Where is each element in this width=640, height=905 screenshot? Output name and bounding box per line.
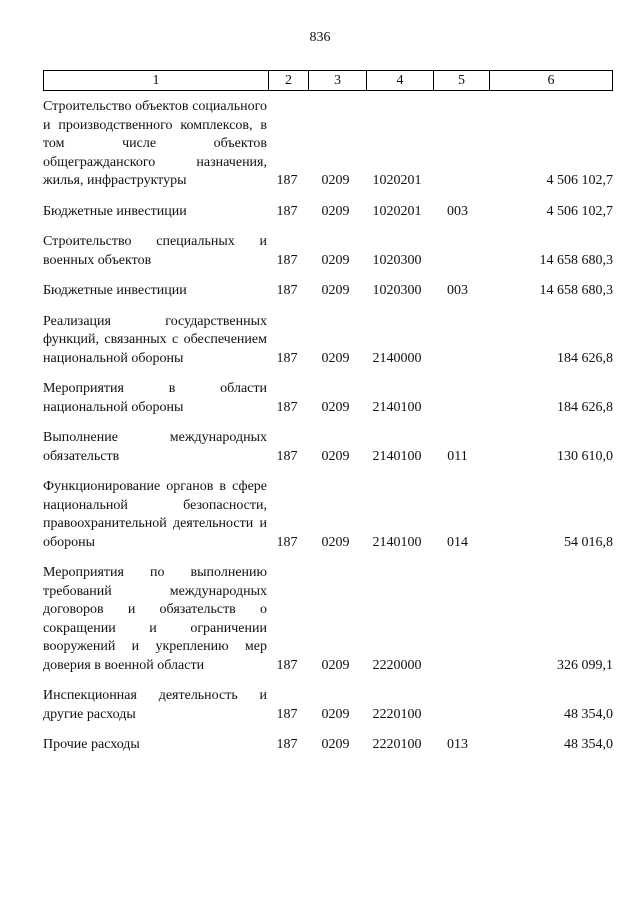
row-code-section: 0209 — [321, 252, 350, 268]
row-description: Мероприятия в области национальной обороны — [43, 381, 267, 415]
table-row — [43, 380, 613, 429]
row-code-expense-type: 011 — [447, 448, 468, 464]
row-code-ministry: 187 — [276, 737, 298, 752]
row-code-target: 2140100 — [372, 399, 422, 415]
row-code-section: 0209 — [321, 737, 350, 752]
row-code-section: 0209 — [321, 283, 350, 298]
row-description: Мероприятия по выполнению требований международных договоров и обязательств о сокращении и ограничении вооружений и укреплению мер доверия в военной области — [43, 565, 267, 673]
row-amount: 48 354,0 — [564, 737, 613, 752]
row-code-target: 1020300 — [372, 283, 422, 298]
row-code-expense-type: 013 — [447, 737, 468, 752]
row-code-ministry: 187 — [276, 399, 298, 415]
row-amount: 14 658 680,3 — [539, 252, 613, 268]
row-code-target: 2220100 — [372, 737, 422, 752]
row-amount: 14 658 680,3 — [539, 283, 613, 298]
column-header-6: 6 — [490, 71, 613, 91]
row-description: Инспекционная деятельность и другие расходы — [43, 688, 267, 722]
page-number: 836 — [309, 30, 331, 45]
row-code-expense-type — [430, 313, 485, 381]
row-code-ministry: 187 — [276, 173, 298, 188]
row-code-section: 0209 — [321, 173, 350, 188]
column-header-table — [43, 70, 613, 91]
row-code-expense-type: 003 — [447, 203, 468, 219]
table-row — [43, 564, 613, 687]
row-description: Строительство объектов социального и производственного комплексов, в том числе объектов общегражданского назначения, жилья, инфраструктуры — [43, 99, 267, 188]
row-code-target: 2220100 — [372, 706, 422, 722]
row-code-expense-type: 014 — [447, 534, 468, 550]
row-description: Функционирование органов в сфере национальной безопасности, правоохранительной деятельности и обороны — [43, 479, 267, 550]
row-code-section: 0209 — [321, 657, 350, 673]
table-row — [43, 282, 613, 313]
row-code-ministry: 187 — [276, 350, 298, 366]
table-row — [43, 687, 613, 736]
row-code-target: 1020201 — [372, 173, 422, 188]
row-code-ministry: 187 — [276, 448, 298, 464]
column-header-1: 1 — [44, 71, 269, 91]
row-amount: 4 506 102,7 — [546, 173, 613, 188]
row-code-ministry: 187 — [276, 283, 298, 298]
row-description: Реализация государственных функций, связанных с обеспечением национальной обороны — [43, 313, 267, 366]
row-code-expense-type — [430, 233, 485, 282]
budget-table-body — [43, 98, 613, 767]
row-description: Бюджетные инвестиции — [43, 283, 187, 298]
row-code-target: 2140100 — [372, 448, 422, 464]
column-header-3: 3 — [309, 71, 367, 91]
row-code-section: 0209 — [321, 399, 350, 415]
row-code-ministry: 187 — [276, 203, 298, 219]
row-description: Бюджетные инвестиции — [43, 203, 187, 219]
row-code-section: 0209 — [321, 203, 350, 219]
table-row — [43, 313, 613, 381]
row-code-target: 2220000 — [372, 657, 422, 673]
table-row — [43, 98, 613, 203]
row-code-ministry: 187 — [276, 657, 298, 673]
row-description: Выполнение международных обязательств — [43, 430, 267, 464]
row-code-target: 2140000 — [372, 350, 422, 366]
row-code-target: 1020300 — [372, 252, 422, 268]
column-header-2: 2 — [269, 71, 309, 91]
table-row — [43, 233, 613, 282]
row-code-section: 0209 — [321, 534, 350, 550]
budget-table — [43, 98, 613, 767]
row-code-ministry: 187 — [276, 706, 298, 722]
row-amount: 54 016,8 — [564, 534, 613, 550]
row-code-expense-type — [430, 564, 485, 687]
column-header-row — [44, 71, 613, 91]
column-header-4: 4 — [367, 71, 434, 91]
row-description: Строительство специальных и военных объектов — [43, 234, 267, 268]
row-amount: 184 626,8 — [557, 350, 613, 366]
row-code-section: 0209 — [321, 706, 350, 722]
table-row — [43, 203, 613, 234]
row-description: Прочие расходы — [43, 737, 140, 752]
row-code-target: 1020201 — [372, 203, 422, 219]
row-amount: 184 626,8 — [557, 399, 613, 415]
row-code-section: 0209 — [321, 350, 350, 366]
row-code-expense-type: 003 — [447, 283, 468, 298]
table-row — [43, 736, 613, 767]
row-amount: 326 099,1 — [557, 657, 613, 673]
row-amount: 130 610,0 — [557, 448, 613, 464]
row-code-target: 2140100 — [372, 534, 422, 550]
row-amount: 48 354,0 — [564, 706, 613, 722]
column-header-5: 5 — [434, 71, 490, 91]
row-code-expense-type — [430, 687, 485, 736]
row-amount: 4 506 102,7 — [546, 203, 613, 219]
table-row — [43, 429, 613, 478]
row-code-section: 0209 — [321, 448, 350, 464]
row-code-ministry: 187 — [276, 534, 298, 550]
row-code-expense-type — [430, 380, 485, 429]
table-row — [43, 478, 613, 564]
row-code-ministry: 187 — [276, 252, 298, 268]
row-code-expense-type — [430, 98, 485, 203]
